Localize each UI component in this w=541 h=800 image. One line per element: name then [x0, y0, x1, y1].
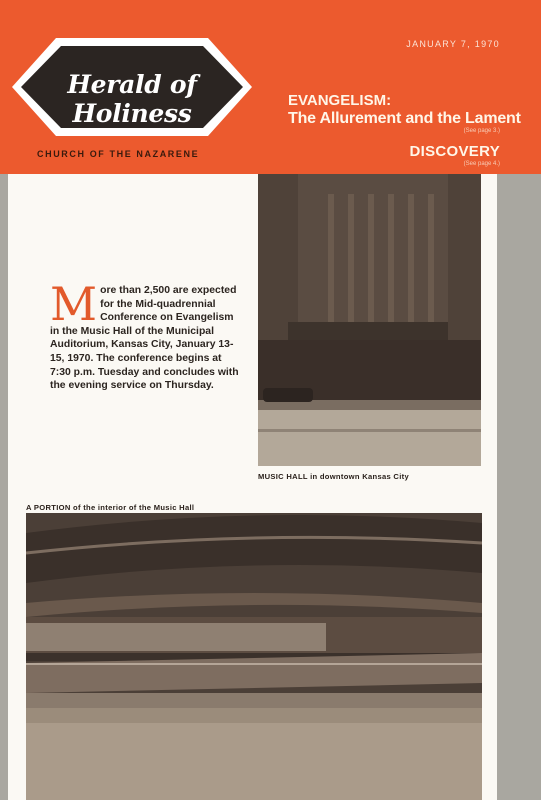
feature-discovery[interactable]: DISCOVERY — [409, 143, 500, 160]
feature-evangelism-page-ref: (See page 3.) — [463, 128, 500, 134]
interior-photo-art — [26, 513, 482, 800]
music-hall-exterior-photo — [258, 174, 481, 466]
logo — [12, 34, 252, 140]
drop-cap: M — [50, 277, 98, 331]
exterior-photo-caption: MUSIC HALL in downtown Kansas City — [258, 472, 409, 481]
interior-photo-caption: A PORTION of the interior of the Music Hall — [26, 503, 195, 512]
feature-evangelism-title-2: The Allurement and the Lament — [288, 110, 521, 127]
feature-evangelism-title-1: EVANGELISM: — [288, 92, 392, 109]
issue-date: JANUARY 7, 1970 — [406, 39, 500, 49]
logo-text: Herald of Holiness — [67, 70, 197, 128]
article-intro — [50, 277, 245, 393]
article-body: ore than 2,500 are expected for the Mid-quadrennial Conference on Evangelism in the Music Hall of the Municipal Auditorium, Kansas City, January 13-15, 1970. The conference begins at 7:30 p.m. Tuesday and concludes with the evening service on Thursday. — [50, 285, 239, 392]
music-hall-interior-photo — [26, 513, 482, 800]
masthead — [0, 0, 541, 174]
publisher-subtitle: CHURCH OF THE NAZARENE — [37, 149, 200, 159]
exterior-photo-art — [258, 174, 481, 466]
feature-evangelism[interactable] — [288, 92, 521, 128]
feature-discovery-page-ref: (See page 4.) — [463, 161, 500, 167]
